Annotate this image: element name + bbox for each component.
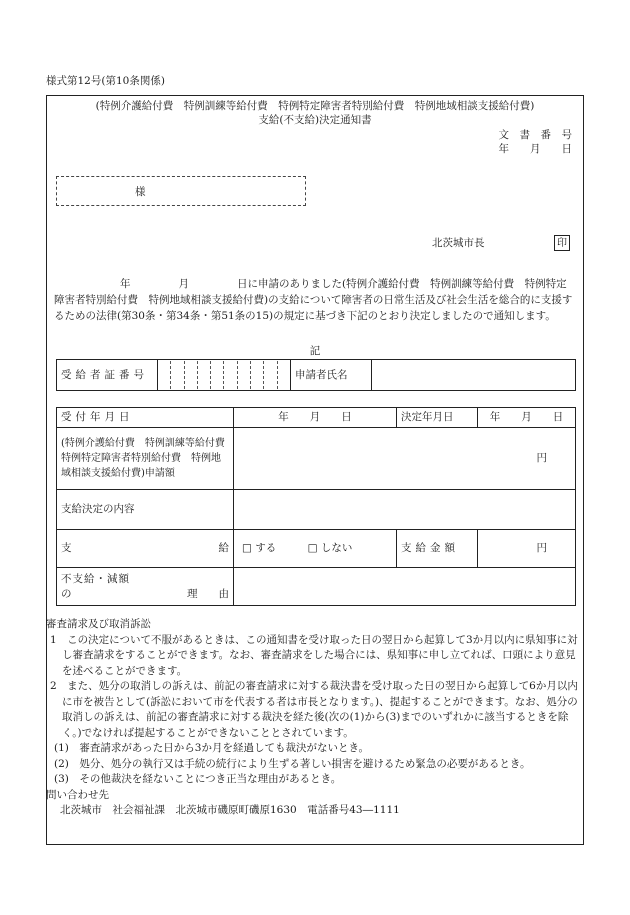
reason-label: 不支給・減額 の 理 由 — [57, 568, 234, 606]
notes-heading: 審査請求及び取消訴訟 — [46, 618, 151, 630]
addressee-box[interactable] — [56, 176, 306, 206]
option-yes-checkbox[interactable]: □ する — [242, 542, 277, 555]
contact-heading: 問い合わせ先 — [46, 788, 109, 801]
decision-date-label: 決定年月日 — [397, 408, 478, 428]
notes-sub-3: (3) その他裁決を経ないことにつき正当な理由があるとき。 — [54, 773, 342, 785]
title-benefit-types: (特例介護給付費 特例訓練等給付費 特例特定障害者特別給付費 特例地域相談支援給付費) — [95, 100, 535, 112]
decision-content-field[interactable] — [234, 490, 576, 530]
decision-date-field[interactable]: 年 月 日 — [478, 408, 576, 428]
option-no-checkbox[interactable]: □ しない — [307, 542, 353, 555]
ki-heading: 記 — [309, 345, 321, 357]
decision-content-label: 支給決定の内容 — [57, 490, 234, 530]
application-amount-label: (特例介護給付費 特例訓練等給付費 特例特定障害者特別給付費 特例地域相談支援給付費)申請額 — [57, 428, 234, 490]
recipient-number-label: 受給者証番号 — [57, 360, 158, 391]
receipt-date-field[interactable]: 年 月 日 — [234, 408, 397, 428]
notes-item-1: 1 この決定について不服があるときは、この通知書を受け取った日の翌日から起算して3か月以内に県知事に対し審査請求をすることができます。なお、審査請求をした場合には、県知事に申し立てれば、口頭により意見を述べることができます。 — [50, 633, 578, 677]
payment-amount-label: 支給金額 — [397, 530, 478, 568]
applicant-name-field[interactable] — [372, 360, 576, 391]
payment-label: 支 給 — [57, 530, 234, 568]
addressee-suffix: 様 — [135, 186, 146, 198]
form-number: 様式第12号(第10条関係) — [46, 75, 165, 87]
recipient-number-field[interactable] — [158, 360, 291, 391]
seal-mark: 印 — [554, 235, 570, 251]
document-date-label: 年 月 日 — [498, 143, 572, 155]
notes-item-2: 2 また、処分の取消しの訴えは、前記の審査請求に対する裁決書を受け取った日の翌日から起算して6か月以内に市を被告として(訴訟において市を代表する者は市長となります。)、提起することができます。なお、処分の取消しの訴えは、前記の審査請求に対する裁決を経た後(次の(1)から(3)までのいずれかに該当するときを除く。)でなければ提起することができないこととされています。 — [50, 680, 578, 739]
body-text: 日に申請のありました(特例介護給付費 特例訓練等給付費 特例特定障害者特別給付費 特例地域相談支援給付費)の支給について障害者の日常生活及び社会生活を総合的に支援するための法律(第30条・第34条・第51条の15)の規定に基づき下記のとおり決定しましたので通知します。 — [54, 278, 573, 322]
body-date-year: 年 — [120, 278, 131, 290]
receipt-date-label: 受付年月日 — [57, 408, 234, 428]
payment-options — [234, 530, 397, 568]
recipient-table — [56, 359, 576, 391]
issuer: 北茨城市長 — [432, 237, 485, 249]
notes-sub-1: (1) 審査請求があった日から3か月を経過しても裁決がないとき。 — [54, 742, 370, 754]
applicant-name-label: 申請者氏名 — [291, 360, 372, 391]
application-amount-field[interactable]: 円 — [234, 428, 576, 490]
body-date-month: 月 — [178, 278, 189, 290]
notes-sub-2: (2) 処分、処分の執行又は手続の続行により生ずる著しい損害を避けるため緊急の必要があるとき。 — [54, 757, 531, 770]
payment-amount-field[interactable]: 円 — [478, 530, 576, 568]
notice-body — [54, 276, 576, 324]
appeal-notes — [46, 617, 584, 819]
contact-info: 北茨城市 社会福祉課 北茨城市磯原町磯原1630 電話番号43―1111 — [60, 804, 400, 816]
title-notice: 支給(不支給)決定通知書 — [258, 114, 372, 126]
reason-field[interactable] — [234, 568, 576, 606]
decision-table — [56, 407, 576, 606]
document-number-label: 文 書 番 号 — [498, 129, 572, 141]
